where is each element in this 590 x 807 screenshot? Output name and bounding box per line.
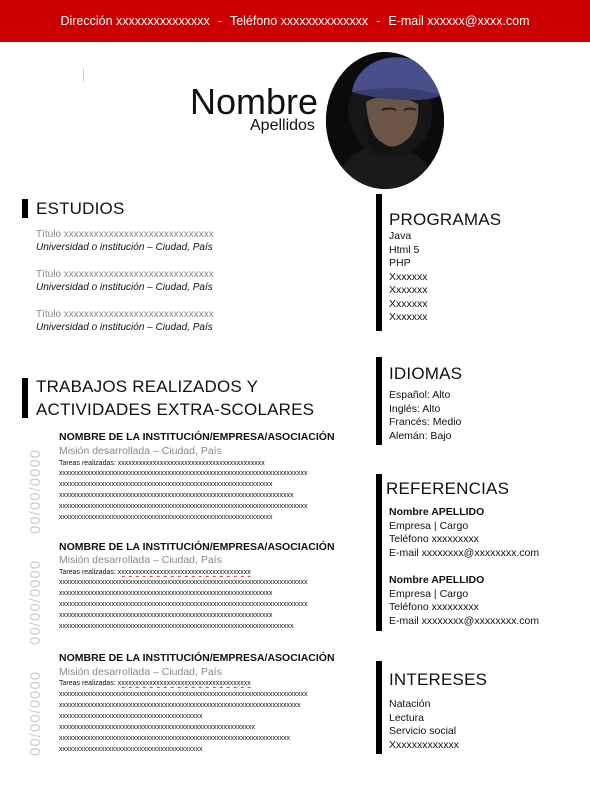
- idioma-item: Alemán: Bajo: [389, 429, 452, 442]
- tareas-label: Tareas realizadas:: [59, 680, 118, 687]
- job-institution: NOMBRE DE LA INSTITUCIÓN/EMPRESA/ASOCIACIÓN: [59, 431, 335, 443]
- job-mission: Misión desarrollada – Ciudad, País: [59, 666, 222, 678]
- job-tareas-line: xxxxxxxxxxxxxxxxxxxxxxxxxxxxxxxxxxxxxxxxxxxxxxxxxxxxxxxxxxxxx: [59, 612, 273, 619]
- idiomas-bar: [376, 357, 382, 445]
- trabajos-title-line2: ACTIVIDADES EXTRA-SCOLARES: [36, 400, 315, 419]
- idiomas-title: IDIOMAS: [389, 364, 463, 383]
- job-tareas-line: xxxxxxxxxxxxxxxxxxxxxxxxxxxxxxxxxxxxxxxxxxxxxxxxxxxxxxxxxxxxx: [59, 514, 273, 521]
- email-text: E-mail xxxxxx@xxxx.com: [388, 14, 530, 28]
- person-with-cap-icon: [326, 52, 444, 189]
- job-tareas-line: xxxxxxxxxxxxxxxxxxxxxxxxxxxxxxxxxxxxxxxxxxxxxxxxxxxxxxxxxxxxxxxxxxxxxxx: [59, 601, 308, 608]
- programa-item: PHP: [389, 257, 411, 269]
- job-date: 00/00/0000: [27, 670, 44, 756]
- tareas-text: xxxxxxxxxxxxxxxxxxxxxxxxxxxxxxxxxxxxxxxxxx: [117, 460, 265, 467]
- interes-item: Servicio social: [389, 725, 457, 737]
- idioma-item: Francés: Medio: [389, 416, 462, 428]
- job-tareas-line: xxxxxxxxxxxxxxxxxxxxxxxxxxxxxxxxxxxxxxxxxxxxxxxxxxxxxxxxxxxxxxxxxxxxxxx: [59, 579, 308, 586]
- job-tareas-line: xxxxxxxxxxxxxxxxxxxxxxxxxxxxxxxxxxxxxxxxxxxxxxxxxxxxxxxxxxxxxxxxxx: [59, 735, 290, 742]
- programa-item: Xxxxxxx: [389, 297, 428, 310]
- address-text: Dirección xxxxxxxxxxxxxxx: [60, 14, 210, 28]
- programas-bar: [376, 194, 382, 331]
- tareas-label: Tareas realizadas:: [59, 569, 118, 576]
- job-tareas-line: [59, 459, 265, 468]
- job-tareas-line: xxxxxxxxxxxxxxxxxxxxxxxxxxxxxxxxxxxxxxxxxxxxxxxxxxxxxxxxxxxxxxxxxxxxxxx: [59, 691, 308, 698]
- job-date: 00/00/0000: [27, 559, 44, 645]
- profile-surname: Apellidos: [250, 117, 315, 134]
- estudio-titulo: Título xxxxxxxxxxxxxxxxxxxxxxxxxxxxxx: [36, 269, 214, 280]
- idiomas-list: [389, 389, 461, 443]
- referencia-phone: Teléfono xxxxxxxxx: [389, 533, 479, 545]
- programa-item: Xxxxxxx: [389, 311, 428, 323]
- job-tareas-line: xxxxxxxxxxxxxxxxxxxxxxxxxxxxxxxxxxxxxxxxxxxxxxxxxxxxxxxxxxxxxxxxxxxxxxx: [59, 503, 308, 510]
- trabajos-title-line1: TRABAJOS REALIZADOS Y: [36, 377, 259, 396]
- interes-item: Xxxxxxxxxxxxx: [389, 738, 460, 751]
- job-tareas-line: xxxxxxxxxxxxxxxxxxxxxxxxxxxxxxxxxxxxxxxxx: [59, 746, 203, 753]
- intereses-bar: [376, 661, 382, 754]
- referencia-block: [389, 506, 539, 560]
- job-tareas-line: xxxxxxxxxxxxxxxxxxxxxxxxxxxxxxxxxxxxxxxxxxxxxxxxxxxxxxxx: [59, 724, 255, 731]
- estudio-institucion: Universidad o institución – Ciudad, País: [36, 242, 213, 253]
- job-tareas-line: xxxxxxxxxxxxxxxxxxxxxxxxxxxxxxxxxxxxxxxxxxxxxxxxxxxxxxxxxxxxxxxxxxxxxxx: [59, 470, 308, 477]
- job-mission: Misión desarrollada – Ciudad, País: [59, 554, 222, 566]
- profile-name: Nombre: [190, 81, 319, 122]
- referencia-email: E-mail xxxxxxxx@xxxxxxxx.com: [389, 546, 540, 559]
- estudio-titulo: Título xxxxxxxxxxxxxxxxxxxxxxxxxxxxxx: [36, 229, 214, 240]
- programa-item: Xxxxxxx: [389, 270, 428, 283]
- profile-photo: [326, 52, 444, 189]
- job-tareas-line: xxxxxxxxxxxxxxxxxxxxxxxxxxxxxxxxxxxxxxxxxxxxxxxxxxxxxxxxxxxxxxxxxxx: [59, 623, 294, 630]
- estudios-bar: [22, 199, 28, 218]
- interes-item: Natación: [389, 698, 431, 710]
- contact-bar: [0, 0, 590, 42]
- referencia-phone: Teléfono xxxxxxxxx: [389, 601, 479, 613]
- referencia-name: Nombre APELLIDO: [389, 506, 485, 518]
- intereses-title: INTERESES: [389, 670, 488, 689]
- job-tareas-line: xxxxxxxxxxxxxxxxxxxxxxxxxxxxxxxxxxxxxxxxxxxxxxxxxxxxxxxxxxxxxxxxxxx: [59, 492, 294, 499]
- separator: -: [217, 14, 222, 28]
- job-institution: NOMBRE DE LA INSTITUCIÓN/EMPRESA/ASOCIACIÓN: [59, 652, 335, 664]
- job-tareas-line: xxxxxxxxxxxxxxxxxxxxxxxxxxxxxxxxxxxxxxxxxxxxxxxxxxxxxxxxxxxxx: [59, 590, 273, 597]
- job-tareas-line: xxxxxxxxxxxxxxxxxxxxxxxxxxxxxxxxxxxxxxxxxxxxxxxxxxxxxxxxxxxxxxxxxxxxx: [59, 702, 301, 709]
- programa-item: Html 5: [389, 243, 420, 256]
- referencias-title: REFERENCIAS: [386, 479, 510, 498]
- programas-list: [389, 230, 428, 325]
- idioma-item: Inglés: Alto: [389, 402, 441, 415]
- job-mission: Misión desarrollada – Ciudad, País: [59, 445, 222, 457]
- job-date: 00/00/0000: [27, 448, 44, 534]
- job-tareas-line: xxxxxxxxxxxxxxxxxxxxxxxxxxxxxxxxxxxxxxxxx: [59, 713, 203, 720]
- estudios-title: ESTUDIOS: [36, 199, 125, 218]
- tareas-label: Tareas realizadas:: [59, 460, 118, 467]
- programa-item: Xxxxxxx: [389, 284, 428, 296]
- referencia-name: Nombre APELLIDO: [389, 574, 485, 586]
- programa-item: Java: [389, 230, 412, 242]
- interes-item: Lectura: [389, 711, 425, 724]
- idioma-item: Español: Alto: [389, 389, 451, 401]
- intereses-list: [389, 698, 459, 752]
- decorative-tick: [83, 68, 84, 82]
- job-tareas-line: [59, 679, 251, 688]
- referencia-email: E-mail xxxxxxxx@xxxxxxxx.com: [389, 614, 540, 627]
- referencia-role: Empresa | Cargo: [389, 519, 469, 532]
- estudio-institucion: Universidad o institución – Ciudad, País: [36, 322, 213, 333]
- referencia-role: Empresa | Cargo: [389, 587, 469, 600]
- separator: -: [376, 14, 381, 28]
- estudio-institucion: Universidad o institución – Ciudad, País: [36, 282, 213, 293]
- estudio-titulo: Título xxxxxxxxxxxxxxxxxxxxxxxxxxxxxx: [36, 309, 214, 320]
- referencia-block: [389, 574, 539, 628]
- job-tareas-line: [59, 568, 251, 577]
- job-institution: NOMBRE DE LA INSTITUCIÓN/EMPRESA/ASOCIACIÓN: [59, 541, 335, 553]
- tareas-text: xxxxxxxxxxxxxxxxxxxxxxxxxxxxxxxxxxxxxx: [117, 569, 251, 576]
- job-tareas-line: xxxxxxxxxxxxxxxxxxxxxxxxxxxxxxxxxxxxxxxxxxxxxxxxxxxxxxxxxxxxx: [59, 481, 273, 488]
- phone-text: Teléfono xxxxxxxxxxxxxx: [229, 14, 369, 28]
- trabajos-bar: [22, 378, 28, 418]
- tareas-text: xxxxxxxxxxxxxxxxxxxxxxxxxxxxxxxxxxxxxx: [117, 680, 251, 687]
- programas-title: PROGRAMAS: [389, 210, 502, 229]
- referencias-bar: [376, 474, 382, 631]
